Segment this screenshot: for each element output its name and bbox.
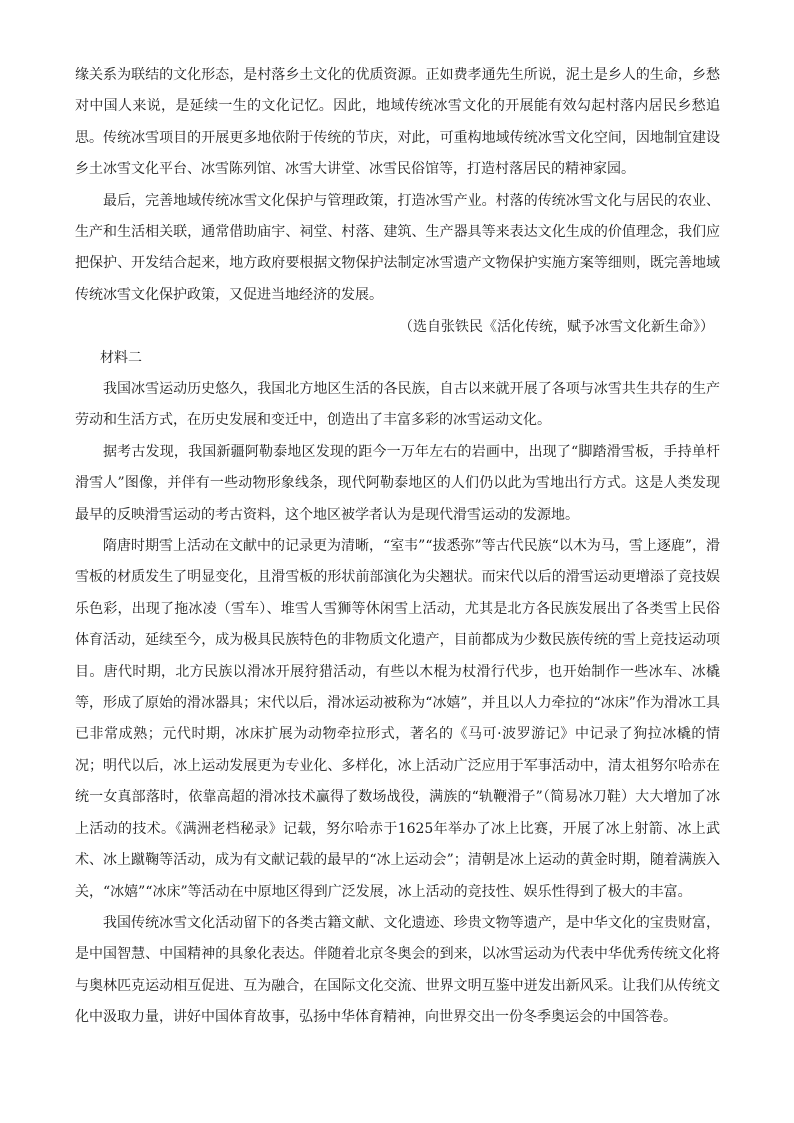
- paragraph-dynasties: 隋唐时期雪上活动在文献中的记录更为清晰，“室韦”“拔悉弥”等古代民族“以木为马，雪上逐鹿”，滑雪板的材质发生了明显变化，且滑雪板的形状前部演化为尖翘状。而宋代以后的滑雪运动更增添了竞技娱乐色彩，出现了拖冰凌（雪车）、堆雪人雪狮等休闲雪上活动，尤其是北方各民族发展出了各类雪上民俗体育活动，延续至今，成为极具民族特色的非物质文化遗产，目前都成为少数民族传统的雪上竞技运动项目。唐代时期，北方民族以滑冰开展狩猎活动，有些以木棍为杖滑行代步，也开始制作一些冰车、冰橇等，形成了原始的滑冰器具；宋代以后，滑冰运动被称为“冰嬉”，并且以人力牵拉的“冰床”作为滑冰工具已非常成熟；元代时期，冰床扩展为动物牵拉形式，著名的《马可·波罗游记》中记录了狗拉冰橇的情况；明代以后，冰上运动发展更为专业化、多样化，冰上活动广泛应用于军事活动中，清太祖努尔哈赤在统一女真部落时，依靠高超的滑冰技术赢得了数场战役，满族的“轨鞭滑子”（简易冰刀鞋）大大增加了冰上活动的技术。《满洲老档秘录》记载，努尔哈赤于1625年举办了冰上比赛，开展了冰上射箭、冰上武术、冰上蹴鞠等活动，成为有文献记载的最早的“冰上运动会”；清朝是冰上运动的黄金时期，随着满族入关，“冰嬉”“冰床”等活动在中原地区得到广泛发展，冰上活动的竞技性、娱乐性得到了极大的丰富。: [75, 538, 720, 900]
- paragraph-policy: 最后，完善地域传统冰雪文化保护与管理政策，打造冰雪产业。村落的传统冰雪文化与居民的农业、生产和生活相关联，通常借助庙宇、祠堂、村落、建筑、生产器具等来表达文化生成的价值理念，我们应把保护、开发结合起来，地方政府要根据文物保护法制定冰雪遗产文物保护实施方案等细则，既完善地域传统冰雪文化保护政策，又促进当地经济的发展。: [75, 192, 720, 303]
- text-block-top: [75, 60, 720, 311]
- source-citation: （选自张铁民《活化传统，赋予冰雪文化新生命》）: [399, 319, 714, 335]
- paragraph-continued: 缘关系为联结的文化形态，是村落乡土文化的优质资源。正如费孝通先生所说，泥土是乡人的生命，乡愁对中国人来说，是延续一生的文化记忆。因此，地域传统冰雪文化的开展能有效勾起村落内居民乡愁追思。传统冰雪项目的开展更多地依附于传统的节庆，对此，可重构地域传统冰雪文化空间，因地制宜建设乡土冰雪文化平台、冰雪陈列馆、冰雪大讲堂、冰雪民俗馆等，打造村落居民的精神家园。: [75, 67, 720, 178]
- paragraph-archaeology: 据考古发现，我国新疆阿勒泰地区发现的距今一万年左右的岩画中，出现了“脚踏滑雪板，手持单杆滑雪人”图像，并伴有一些动物形象线条，现代阿勒泰地区的人们仍以此为雪地出行方式。这是人类发现最早的反映滑雪运动的考古资料，这个地区被学者认为是现代滑雪运动的发源地。: [75, 443, 720, 523]
- paragraph-history: 我国冰雪运动历史悠久，我国北方地区生活的各民族，自古以来就开展了各项与冰雪共生共存的生产劳动和生活方式，在历史发展和变迁中，创造出了丰富多彩的冰雪运动文化。: [75, 381, 720, 429]
- section-heading: 材料二: [100, 350, 142, 366]
- paragraph-conclusion: 我国传统冰雪文化活动留下的各类古籍文献、文化遗迹、珍贵文物等遗产，是中华文化的宝贵财富，是中国智慧、中国精神的具象化表达。伴随着北京冬奥会的到来，以冰雪运动为代表中华优秀传统文化将与奥林匹克运动相互促进、互为融合，在国际文化交流、世界文明互鉴中迸发出新风采。让我们从传统文化中汲取力量，讲好中国体育故事，弘扬中华体育精神，向世界交出一份冬季奥运会的中国答卷。: [75, 914, 720, 1026]
- text-block-bottom: [75, 374, 720, 1034]
